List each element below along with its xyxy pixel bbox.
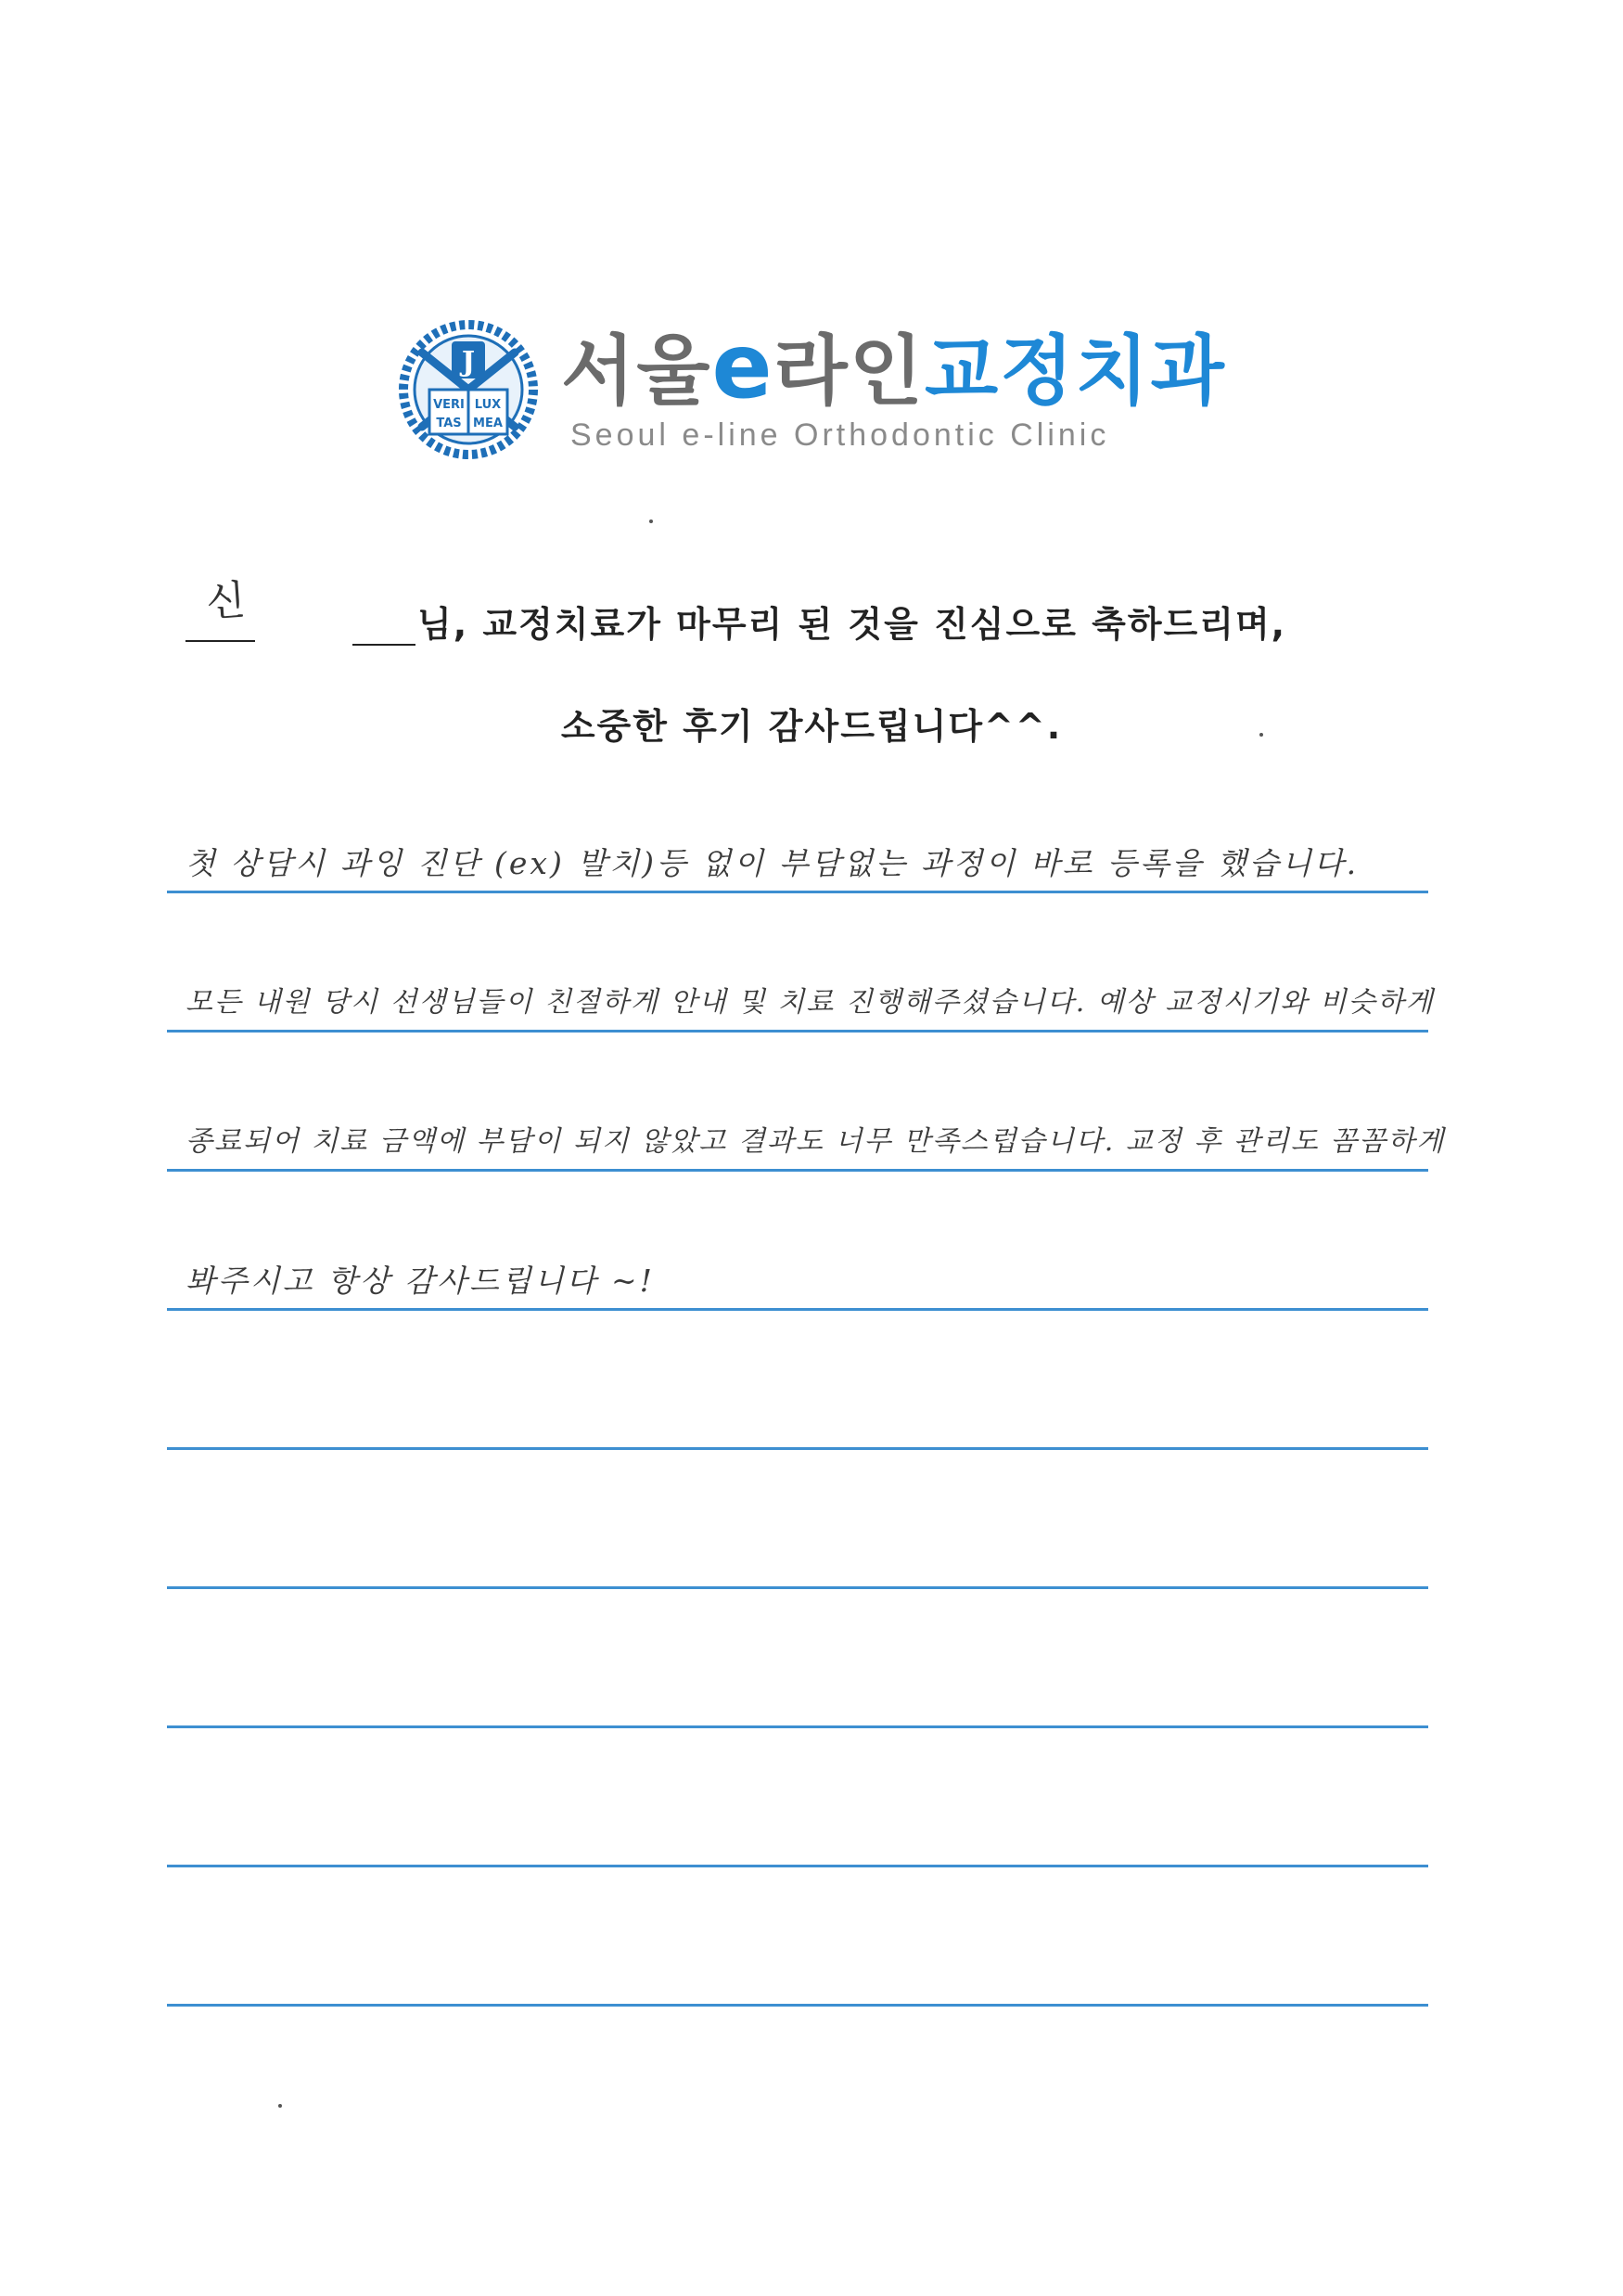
scan-speck xyxy=(1259,733,1263,737)
ruled-line xyxy=(167,2004,1428,2007)
scan-speck xyxy=(649,519,653,523)
scan-speck xyxy=(278,2104,282,2108)
clinic-name-part-seoul: 서울 xyxy=(561,327,712,416)
emblem-text-tas: TAS xyxy=(436,417,462,430)
review-line-2: 모든 내원 당시 선생님들이 친절하게 안내 및 치료 진행해주셨습니다. 예상 교정시기와 비슷하게 xyxy=(185,986,1435,1019)
clinic-name-part-line: 라인 xyxy=(773,327,925,416)
clinic-name-part-ortho: 교정치과 xyxy=(924,327,1226,416)
ruled-line xyxy=(167,1169,1428,1172)
clinic-name-korean xyxy=(561,315,1226,417)
review-line-3: 종료되어 치료 금액에 부담이 되지 않았고 결과도 너무 만족스럽습니다. 교정 후 관리도 꼼꼼하게 xyxy=(185,1125,1446,1158)
clinic-name-part-e: e xyxy=(711,314,774,418)
ruled-line xyxy=(167,1725,1428,1728)
patient-name-handwritten: 신 xyxy=(204,576,248,627)
ruled-line xyxy=(167,891,1428,893)
greeting-line-2: 소중한 후기 감사드립니다^^. xyxy=(560,706,1063,747)
clinic-logo xyxy=(394,315,1229,473)
ruled-line xyxy=(167,1030,1428,1033)
ruled-line xyxy=(167,1447,1428,1450)
review-line-4: 봐주시고 항상 감사드립니다 ~! xyxy=(185,1263,655,1299)
patient-name-blank-2 xyxy=(352,584,415,646)
ruled-line xyxy=(167,1308,1428,1311)
ruled-line xyxy=(167,1865,1428,1867)
emblem-text-mea: MEA xyxy=(473,417,503,430)
emblem-text-veri: VERI xyxy=(433,398,465,412)
review-line-1: 첫 상담시 과잉 진단 (ex) 발치)등 없이 부담없는 과정이 바로 등록을 했습니다. xyxy=(185,845,1360,881)
clinic-emblem-icon xyxy=(394,315,543,464)
svg-text:J: J xyxy=(461,346,476,378)
clinic-name-english: Seoul e-line Orthodontic Clinic xyxy=(570,417,1110,453)
ruled-line xyxy=(167,1586,1428,1589)
emblem-text-lux: LUX xyxy=(474,398,502,412)
greeting-line-1: 님, 교정치료가 마무리 된 것을 진심으로 축하드리며, xyxy=(417,604,1287,645)
